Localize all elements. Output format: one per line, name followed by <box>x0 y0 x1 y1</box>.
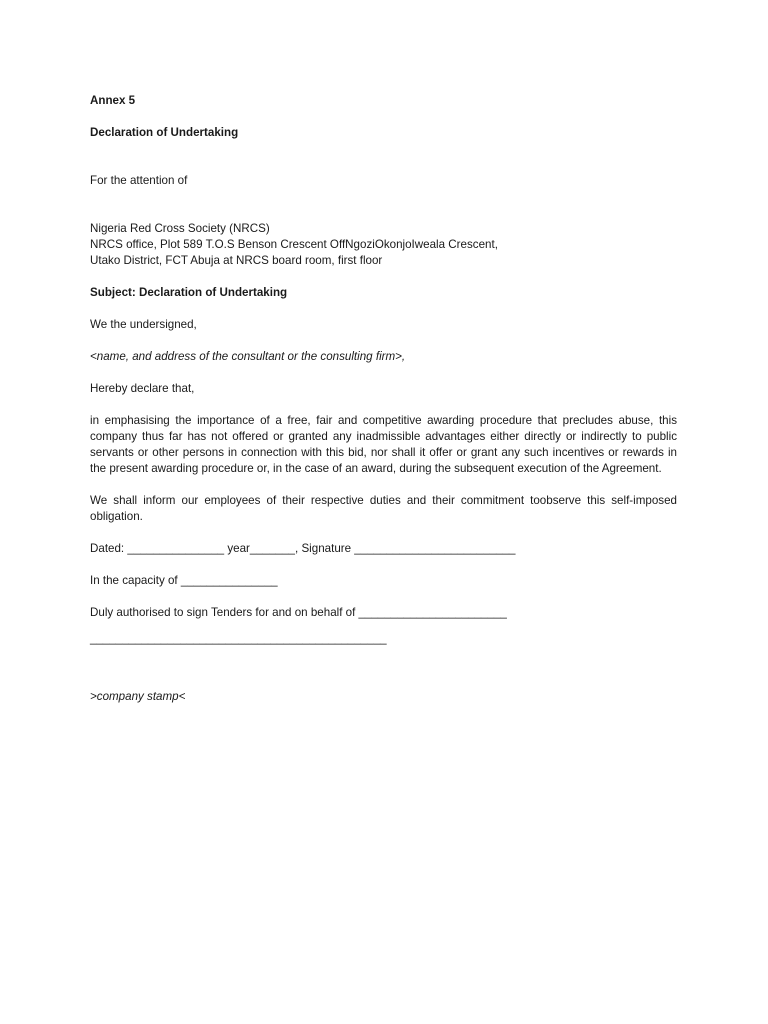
annex-label: Annex 5 <box>90 94 136 107</box>
undersigned-line: We the undersigned, <box>90 318 197 331</box>
company-stamp: >company stamp< <box>90 690 186 703</box>
subject-line: Subject: Declaration of Undertaking <box>90 286 288 299</box>
signature-rule: ______________________________________________ <box>90 632 387 645</box>
address-line-1: Nigeria Red Cross Society (NRCS) <box>90 222 270 235</box>
recipient-address <box>90 221 677 269</box>
declare-line: Hereby declare that, <box>90 382 195 395</box>
address-line-3: Utako District, FCT Abuja at NRCS board room, first floor <box>90 254 383 267</box>
consultant-placeholder: <name, and address of the consultant or the consulting firm>, <box>90 350 406 363</box>
document-heading: Declaration of Undertaking <box>90 126 239 139</box>
employees-paragraph: We shall inform our employees of their respective duties and their commitment toobserve this self-imposed obligation. <box>90 494 677 523</box>
address-line-2: NRCS office, Plot 589 T.O.S Benson Crescent OffNgoziOkonjoIweala Crescent, <box>90 238 498 251</box>
capacity-line: In the capacity of _______________ <box>90 574 278 587</box>
document-body <box>90 93 677 705</box>
attention-line: For the attention of <box>90 174 188 187</box>
authorised-line: Duly authorised to sign Tenders for and on behalf of _______________________ <box>90 606 507 619</box>
integrity-paragraph: in emphasising the importance of a free, fair and competitive awarding procedure that precludes abuse, this company thus far has not offered or granted any inadmissible advantages either directly or indirectly to public servants or other persons in connection with this bid, nor shall it offer or grant any such incentives or rewards in the present awarding procedure or, in the case of an award, during the subsequent execution of the Agreement. <box>90 414 677 475</box>
dated-signature-line: Dated: _______________ year_______, Signature _________________________ <box>90 542 516 555</box>
